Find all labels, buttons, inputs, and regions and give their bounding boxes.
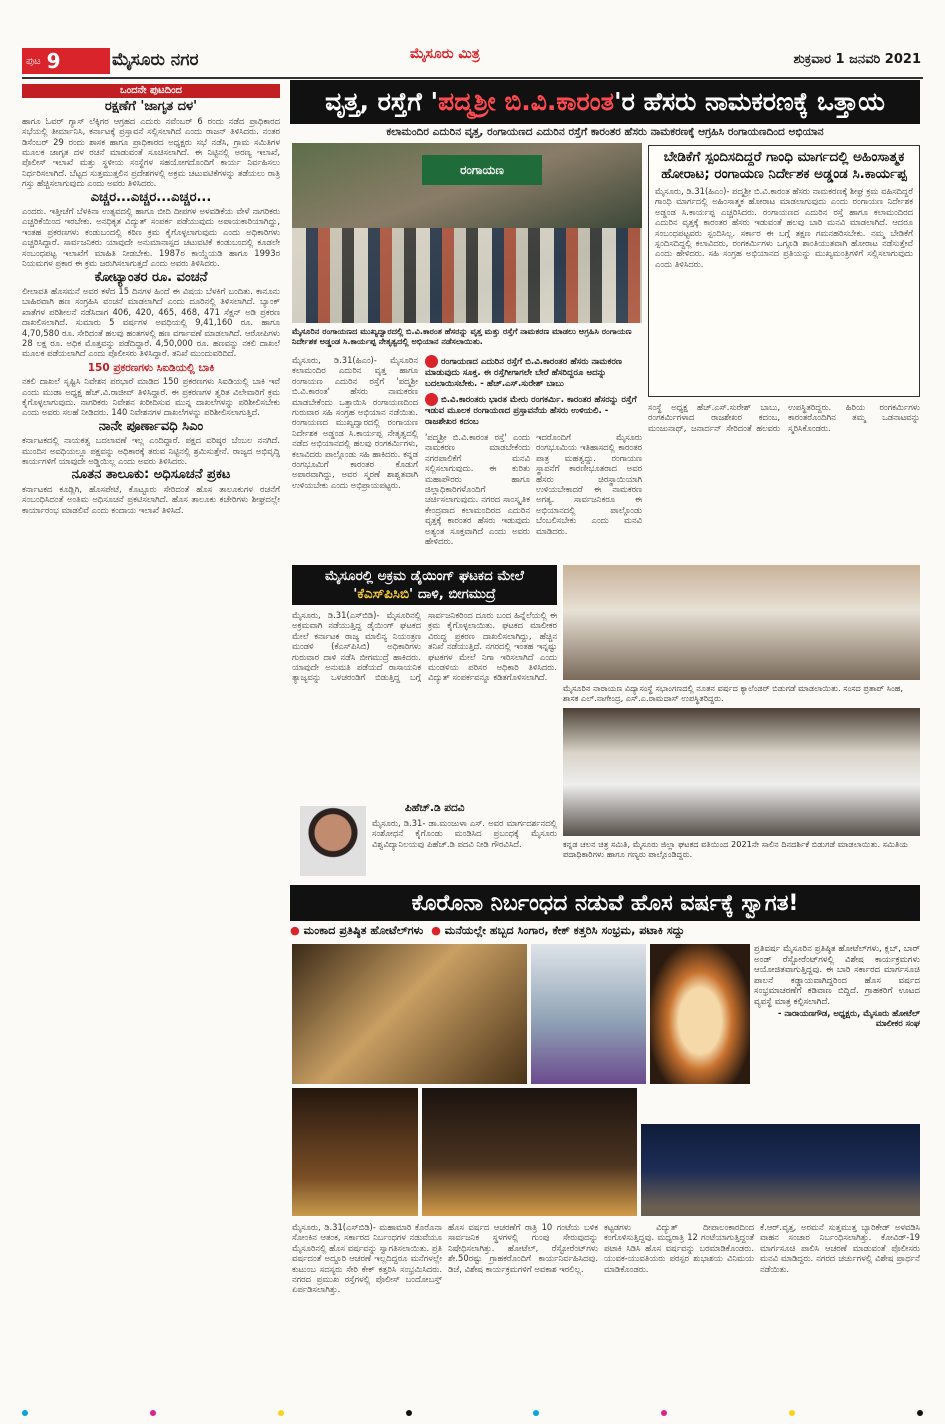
corona-body-column: ಕಟ್ಟಡಗಳು ವಿದ್ಯುತ್ ದೀಪಾಲಂಕಾರದಿಂದ ಕಂಗೊಳಿಸುತ್ತಿದ್ದವು. ಮಧ್ಯರಾತ್ರಿ 12 ಗಂಟೆಯಾಗುತ್ತಿದ್ದಂತೆ ಪಟಾಕಿ ಸಿಡಿಸಿ ಹೊಸ ವರ್ಷವನ್ನು ಬರಮಾಡಿಕೊಂಡರು. ಯುವಕ-ಯುವತಿಯರು ಪರಸ್ಪರ ಶುಭಾಶಯ ವಿನಿಮಯ ಮಾಡಿಕೊಂಡರು. xyxy=(604,1222,754,1274)
black-dot-icon xyxy=(406,1410,412,1416)
yellow-dot-icon xyxy=(789,1410,795,1416)
article-heading: ನೂತನ ತಾಲೂಕು: ಅಧಿಸೂಚನೆ ಪ್ರಕಟ xyxy=(71,467,231,483)
print-registration-marks xyxy=(22,1410,923,1416)
lead-headline xyxy=(290,80,920,124)
palace-night-photo xyxy=(641,1124,920,1216)
lead-headline-pre: ವೃತ್ತ, ರಸ್ತೆಗೆ ' xyxy=(325,87,439,116)
lead-body-column: ಮೈಸೂರು, ಡಿ.31(ಹಿಎಂ)- ಮೈಸೂರಿನ ಕಲಾಮಂದಿರ ಎದುರಿನ ವೃತ್ತ ಹಾಗೂ ರಂಗಾಯಣ ಎದುರಿನ ರಸ್ತೆಗೆ 'ಪದ್ಮಶ್ರೀ ಬಿ.ವಿ.ಕಾರಂತ' ಹೆಸರು ನಾಮಕರಣ ಮಾಡಬೇಕೆಂದು ಒತ್ತಾಯಿಸಿ ರಂಗಾಯಣದಿಂದ ಗುರುವಾರ ಸಹಿ ಸಂಗ್ರಹ ಅಭಿಯಾನ ನಡೆಯಿತು. ರಂಗಾಯಣದ ಮುಖ್ಯದ್ವಾರದಲ್ಲಿ ರಂಗಾಯಣ ನಿರ್ದೇಶಕ ಅಡ್ಡಂಡ ಸಿ.ಕಾರ್ಯಪ್ಪ ನೇತೃತ್ವದಲ್ಲಿ ನಡೆದ ಅಭಿಯಾನದಲ್ಲಿ ಹಲವು ರಂಗಕರ್ಮಿಗಳು, ಕಲಾವಿದರು ಪಾಲ್ಗೊಂಡು ಸಹಿ ಹಾಕಿದರು. ಕನ್ನಡ ರಂಗಭೂಮಿಗೆ ಕಾರಂತರ ಕೊಡುಗೆ ಅಪಾರವಾಗಿದ್ದು, ಅವರ ಸ್ಮರಣೆ ಶಾಶ್ವತವಾಗಿ ಉಳಿಯಬೇಕು ಎಂದು ಅಭಿಪ್ರಾಯಪಟ್ಟರು. xyxy=(292,355,418,490)
phd-body: ಮೈಸೂರು, ಡಿ.31- ಡಾ.ಮಂಜುಳಾ ಎಸ್. ಅವರ ಮಾರ್ಗದರ್ಶನದಲ್ಲಿ ಸಂಶೋಧನೆ ಕೈಗೊಂಡು ಮಂಡಿಸಿದ ಪ್ರಬಂಧಕ್ಕೆ ಮೈಸೂರು ವಿಶ್ವವಿದ್ಯಾನಿಲಯವು ಪಿಹೆಚ್.ಡಿ ಪದವಿ ನೀಡಿ ಗೌರವಿಸಿದೆ. xyxy=(372,818,557,849)
sidebar-box xyxy=(648,145,920,397)
hotel-buffet-photo xyxy=(292,944,527,1084)
food-platter-photo xyxy=(650,944,750,1084)
lead-headline-highlight: ಪದ್ಮಶ್ರೀ ಬಿ.ವಿ.ಕಾರಂತ xyxy=(438,87,614,116)
dairy-headline-post: ' ದಾಳಿ, ಬೀಗಮುದ್ರೆ xyxy=(409,586,496,602)
page-number-badge xyxy=(22,48,110,74)
lead-deck: ಕಲಾಮಂದಿರ ಎದುರಿನ ವೃತ್ತ, ರಂಗಾಯಣದ ಎದುರಿನ ರಸ್ತೆಗೆ ಕಾರಂತರ ಹೆಸರು ನಾಮಕರಣಕ್ಕೆ ಆಗ್ರಹಿಸಿ ರಂಗಾಯಣದಿಂದ ಅಭಿಯಾನ xyxy=(386,126,824,138)
dessert-display-photo xyxy=(531,944,646,1084)
quote-dot-icon xyxy=(425,393,438,406)
section-name: ಮೈಸೂರು ನಗರ xyxy=(112,50,199,70)
dairy-headline-highlight: ಕೆಎಸ್‌ಪಿಸಿಬಿ xyxy=(357,586,410,602)
page-label: ಪುಟ xyxy=(26,55,41,67)
calendar-release-photo xyxy=(563,708,920,836)
calendar-release-photo xyxy=(563,565,920,680)
magenta-dot-icon xyxy=(661,1410,667,1416)
phd-title: ಪಿಹೆಚ್.ಡಿ ಪದವಿ xyxy=(405,802,465,814)
lead-photo xyxy=(292,143,642,323)
masthead: ಮೈಸೂರು ಮಿತ್ರ xyxy=(410,46,480,62)
corona-body-column: ಹೊಸ ವರ್ಷದ ಆಚರಣೆಗೆ ರಾತ್ರಿ 10 ಗಂಟೆಯ ಬಳಿಕ ಸಾರ್ವಜನಿಕ ಸ್ಥಳಗಳಲ್ಲಿ ಗುಂಪು ಸೇರುವುದನ್ನು ನಿಷೇಧಿಸಲಾಗಿತ್ತು. ಹೋಟೆಲ್, ರೆಸ್ಟೋರೆಂಟ್‌ಗಳು ಶೇ.50ರಷ್ಟು ಗ್ರಾಹಕರೊಂದಿಗೆ ಕಾರ್ಯನಿರ್ವಹಿಸಿದವು. ಡಿಜೆ, ವಿಶೇಷ ಕಾರ್ಯಕ್ರಮಗಳಿಗೆ ಅವಕಾಶ ಇರಲಿಲ್ಲ. xyxy=(448,1222,598,1274)
calendar-photo-caption: ಕನ್ನಡ ಚಲನ ಚಿತ್ರ ಸಮಿತಿ, ಮೈಸೂರು ಜಿಲ್ಲಾ ಘಟಕದ ವತಿಯಿಂದ 2021ನೇ ಸಾಲಿನ ದಿನದರ್ಶಿಕೆ ಬಿಡುಗಡೆ ಮಾಡಲಾಯಿತು. ಸಮಿತಿಯ ಪದಾಧಿಕಾರಿಗಳು ಹಾಗೂ ಗಣ್ಯರು ಪಾಲ್ಗೊಂಡಿದ್ದರು. xyxy=(563,839,909,859)
bullet-icon: ● xyxy=(290,924,300,937)
article-body: ಲೀಲಾವತಿ ಹೊಸಮನೆ ಅವರ ಕಳೆದ 15 ದಿನಗಳ ಹಿಂದೆ ಈ ವಿಷಯ ಬೆಳಕಿಗೆ ಬಂದಿತು. ಕಾನೂನು ಬಾಹಿರವಾಗಿ ಹಣ ಸಂಗ್ರಹಿಸಿ ವಂಚನೆ ಮಾಡಲಾಗಿದೆ ಎಂದು ದೂರಿನಲ್ಲಿ ತಿಳಿಸಲಾಗಿದೆ. ಬ್ಯಾಂಕ್ ಖಾತೆಗಳ ಪರಿಶೀಲನೆ ನಡೆಸಿದಾಗ 406, 420, 465, 468, 471 ಸೆಕ್ಷನ್ ಅಡಿ ಪ್ರಕರಣ ದಾಖಲಿಸಲಾಗಿದೆ. ಸುಮಾರು 5 ವರ್ಷಗಳ ಅವಧಿಯಲ್ಲಿ 9,41,160 ರೂ. ಹಾಗೂ 4,70,580 ರೂ. ಸೇರಿದಂತೆ ಹಲವು ಹಂತಗಳಲ್ಲಿ ಹಣ ವರ್ಗಾವಣೆ ಮಾಡಲಾಗಿದೆ. ಆರೋಪಿಗಳು 28 ಲಕ್ಷ ರೂ. ಅಧಿಕ ಮೊತ್ತವನ್ನು ಪಡೆದಿದ್ದಾರೆ. 4,50,000 ರೂ. ಹಣವನ್ನು ನಕಲಿ ದಾಖಲೆ ಮೂಲಕ ಪಡೆಯಲಾಗಿದೆ ಎಂದು ಪೊಲೀಸರು ತಿಳಿಸಿದ್ದಾರೆ. ತನಿಖೆ ಮುಂದುವರಿದಿದೆ. xyxy=(22,285,280,359)
yellow-dot-icon xyxy=(278,1410,284,1416)
article-body: ಎಂದರು. ಇತ್ತೀಚೆಗೆ ಬೆಳಕಿನಾ ಉತ್ಸವದಲ್ಲಿ ಹಾಗೂ ಬೀದಿ ದೀಪಗಳ ಅಳವಡಿಕೆಯ ವೇಳೆ ನಾಗರಿಕರು ಎಚ್ಚರಿಕೆಯಿಂದ ಇರಬೇಕು. ಅನಧಿಕೃತ ವಿದ್ಯುತ್ ಸಂಪರ್ಕ ಪಡೆಯುವುದು ಅಪಾಯಕಾರಿಯಾಗಿದ್ದು, ಇಂತಹ ಪ್ರಕರಣಗಳು ಕಂಡುಬಂದಲ್ಲಿ ಕಠಿಣ ಕ್ರಮ ಕೈಗೊಳ್ಳಲಾಗುವುದು ಎಂದು ಅಧಿಕಾರಿಗಳು ಎಚ್ಚರಿಸಿದ್ದಾರೆ. ಸಾರ್ವಜನಿಕರು ಯಾವುದೇ ಅನುಮಾನಾಸ್ಪದ ಚಟುವಟಿಕೆ ಕಂಡುಬಂದಲ್ಲಿ ಕೂಡಲೇ ಸಂಬಂಧಪಟ್ಟ ಇಲಾಖೆಗೆ ಮಾಹಿತಿ ನೀಡಬೇಕು. 1987ರ ಕಾಯ್ದೆಯಡಿ ಹಾಗೂ 1993ರ ನಿಯಮಗಳ ಪ್ರಕಾರ ಈ ಕ್ರಮ ಜರುಗಿಸಲಾಗುತ್ತದೆ ಎಂದು ಅವರು ತಿಳಿಸಿದರು. xyxy=(22,206,280,269)
dairy-headline xyxy=(292,565,557,605)
sidebar-body: ಮೈಸೂರು, ಡಿ.31(ಹಿಎಂ)- ಪದ್ಮಶ್ರೀ ಬಿ.ವಿ.ಕಾರಂತ ಹೆಸರು ನಾಮಕರಣಕ್ಕೆ ಶೀಘ್ರ ಕ್ರಮ ವಹಿಸದಿದ್ದರೆ ಗಾಂಧಿ ಮಾರ್ಗದಲ್ಲಿ ಅಹಿಂಸಾತ್ಮಕ ಹೋರಾಟ ಮಾಡಲಾಗುವುದು ಎಂದು ರಂಗಾಯಣ ನಿರ್ದೇಶಕ ಅಡ್ಡಂಡ ಸಿ.ಕಾರ್ಯಪ್ಪ ಎಚ್ಚರಿಸಿದರು. ರಂಗಾಯಣದ ಎದುರಿನ ರಸ್ತೆ ಹಾಗೂ ಕಲಾಮಂದಿರದ ಎದುರಿನ ವೃತ್ತಕ್ಕೆ ಕಾರಂತರ ಹೆಸರು ಇಡುವಂತೆ ಹಲವು ಬಾರಿ ಮನವಿ ಮಾಡಲಾಗಿದೆ. ಆದರೂ ಸಂಬಂಧಪಟ್ಟವರು ಸ್ಪಂದಿಸಿಲ್ಲ. ಸರ್ಕಾರ ಈ ಬಗ್ಗೆ ತಕ್ಷಣ ಗಮನಹರಿಸಬೇಕು. ನಮ್ಮ ಬೇಡಿಕೆಗೆ ಸ್ಪಂದಿಸದಿದ್ದಲ್ಲಿ ಕಲಾವಿದರು, ರಂಗಕರ್ಮಿಗಳು ಒಗ್ಗೂಡಿ ಶಾಂತಿಯುತವಾಗಿ ಹೋರಾಟ ನಡೆಸುತ್ತೇವೆ ಎಂದು ಹೇಳಿದರು. ಸಹಿ ಸಂಗ್ರಹ ಅಭಿಯಾನದ ಪ್ರತಿಯನ್ನು ಮುಖ್ಯಮಂತ್ರಿಗಳಿಗೆ ಸಲ್ಲಿಸಲಾಗುವುದು ಎಂದು ತಿಳಿಸಿದರು. xyxy=(655,186,913,269)
page-number: 9 xyxy=(46,49,61,73)
police-checkpoint-photo xyxy=(292,1088,418,1216)
article-body: ಹಾಗೂ ಓವರ್ ಗ್ಯಾಸ್ ಲೆಕ್ಕಿಗರ ಆಗ್ರಹದ ಎದುರು ನವೆಂಬರ್ 6 ರಂದು ನಡೆದ ಪ್ರಾಧಿಕಾರದ ಸಭೆಯಲ್ಲಿ ತೀರ್ಮಾನಿಸಿ, ಕರ್ನಾಟಕ್ಕೆ ಪ್ರಸ್ತಾವನೆ ಸಲ್ಲಿಸಲಾಗಿದೆ ಎಂದು ರಾಜನ್ ತಿಳಿಸಿದರು. ನಂತರ ಡಿಸೆಂಬರ್ 29 ರಂದು ಶಾಸಕ ಹಾಗೂ ಪ್ರಾಧಿಕಾರದ ಅಧ್ಯಕ್ಷರು ಸಭೆ ನಡೆಸಿ, ಗ್ರಾಮ ಸಮಿತಿಗಳ ಮೂಲಕ ಜಾಗೃತ ದಳ ರಚನೆ ಮಾಡುವಂತೆ ಸೂಚಿಸಲಾಗಿದೆ. ಈ ನಿಟ್ಟಿನಲ್ಲಿ ಅರಣ್ಯ ಇಲಾಖೆ, ಪೊಲೀಸ್ ಇಲಾಖೆ ಮತ್ತು ಸ್ಥಳೀಯ ಸಂಸ್ಥೆಗಳ ಸಹಯೋಗದೊಂದಿಗೆ ಕಾರ್ಯ ನಿರ್ವಹಿಸಲು ನಿರ್ಧರಿಸಲಾಗಿದೆ. ಬೆಟ್ಟದ ಸುತ್ತಮುತ್ತಲಿನ ಪ್ರದೇಶಗಳಲ್ಲಿ ಅಕ್ರಮ ಚಟುವಟಿಕೆಗಳನ್ನು ತಡೆಯಲು ರಾತ್ರಿ ಗಸ್ತು ಹೆಚ್ಚಿಸಲಾಗುವುದು ಎಂದು ಅವರು ತಿಳಿಸಿದರು. xyxy=(22,115,280,189)
article-heading: ಕೋಟ್ಯಾಂತರ ರೂ. ವಂಚನೆ xyxy=(94,269,208,285)
lead-body-column: ಇದರೊಂದಿಗೆ ಮೈಸೂರು ರಂಗಭೂಮಿಯ ಇತಿಹಾಸದಲ್ಲಿ ಕಾರಂತರ ಪಾತ್ರ ಮಹತ್ವದ್ದು. ರಂಗಾಯಣ ಸ್ಥಾಪನೆಗೆ ಕಾರಣೀಭೂತರಾದ ಅವರ ಹೆಸರು ಚಿರಸ್ಥಾಯಿಯಾಗಿ ಉಳಿಯಬೇಕಾದರೆ ಈ ನಾಮಕರಣ ಅಗತ್ಯ. ಸಾರ್ವಜನಿಕರೂ ಈ ಅಭಿಯಾನದಲ್ಲಿ ಪಾಲ್ಗೊಂಡು ಬೆಂಬಲಿಸಬೇಕು ಎಂದು ಮನವಿ ಮಾಡಿದರು. xyxy=(536,432,642,536)
corona-sub-1: ಮಂಕಾದ ಪ್ರತಿಷ್ಠಿತ ಹೋಟೆಲ್‌ಗಳು xyxy=(303,924,424,937)
article-body: ಕರ್ನಾಟಕದಲ್ಲಿ ನಾಯಕತ್ವ ಬದಲಾವಣೆ ಇಲ್ಲ ಎಂದಿದ್ದಾರೆ. ಪಕ್ಷದ ವರಿಷ್ಠರ ಬೆಂಬಲ ನನಗಿದೆ. ಮುಂದಿನ ಅವಧಿಯಲ್ಲೂ ಪಕ್ಷವನ್ನು ಅಧಿಕಾರಕ್ಕೆ ತರುವ ನಿಟ್ಟಿನಲ್ಲಿ ಶ್ರಮಿಸುತ್ತೇನೆ. ರಾಜ್ಯದ ಅಭಿವೃದ್ಧಿ ಕಾರ್ಯಗಳಿಗೆ ಯಾವುದೇ ಅಡ್ಡಿಯಿಲ್ಲ ಎಂದು ಅವರು ತಿಳಿಸಿದರು. xyxy=(22,435,280,466)
continued-kicker: ಒಂದನೇ ಪುಟದಿಂದ xyxy=(22,84,280,98)
quote-text: ರಂಗಾಯಣದ ಎದುರಿನ ರಸ್ತೆಗೆ ಬಿ.ವಿ.ಕಾರಂತರ ಹೆಸರು ನಾಮಕರಣ ಮಾಡುವುದು ಸೂಕ್ತ. ಈ ರಸ್ತೆಗೀಗಾಗಲೇ ಬೇರೆ ಹೆಸರಿದ್ದರೂ ಅದನ್ನು ಬದಲಾಯಿಸಬೇಕು. - ಹೆಚ್.ಎಸ್.ಸುರೇಶ್ ಬಾಬು xyxy=(425,357,622,389)
article-heading: ನಾನೇ ಪೂರ್ಣಾವಧಿ ಸಿಎಂ xyxy=(98,418,204,434)
dairy-body: ಮೈಸೂರು, ಡಿ.31(ಎಸ್‌ಬಿಡಿ)- ಮೈಸೂರಿನಲ್ಲಿ ಅಕ್ರಮವಾಗಿ ನಡೆಯುತ್ತಿದ್ದ ಡೈಯಿಂಗ್ ಘಟಕದ ಮೇಲೆ ಕರ್ನಾಟಕ ರಾಜ್ಯ ಮಾಲಿನ್ಯ ನಿಯಂತ್ರಣ ಮಂಡಳಿ (ಕೆಎಸ್‌ಪಿಸಿಬಿ) ಅಧಿಕಾರಿಗಳು ಗುರುವಾರ ದಾಳಿ ನಡೆಸಿ ಬೀಗಮುದ್ರೆ ಹಾಕಿದರು. ಯಾವುದೇ ಅನುಮತಿ ಪಡೆಯದೆ ರಾಸಾಯನಿಕ ತ್ಯಾಜ್ಯವನ್ನು ಒಳಚರಂಡಿಗೆ ಬಿಡುತ್ತಿದ್ದ ಬಗ್ಗೆ ಸಾರ್ವಜನಿಕರಿಂದ ದೂರು ಬಂದ ಹಿನ್ನೆಲೆಯಲ್ಲಿ ಈ ಕ್ರಮ ಕೈಗೊಳ್ಳಲಾಯಿತು. ಘಟಕದ ಮಾಲೀಕರ ವಿರುದ್ಧ ಪ್ರಕರಣ ದಾಖಲಿಸಲಾಗಿದ್ದು, ಹೆಚ್ಚಿನ ತನಿಖೆ ನಡೆಯುತ್ತಿದೆ. ನಗರದಲ್ಲಿ ಇಂತಹ ಇನ್ನಷ್ಟು ಘಟಕಗಳ ಮೇಲೆ ನಿಗಾ ಇರಿಸಲಾಗಿದೆ ಎಂದು ಮಂಡಳಿಯ ಪರಿಸರ ಅಧಿಕಾರಿ ತಿಳಿಸಿದರು. ವಿದ್ಯುತ್ ಸಂಪರ್ಕವನ್ನೂ ಕಡಿತಗೊಳಿಸಲಾಗಿದೆ. xyxy=(292,610,557,683)
corona-body-column: ಕೆ.ಆರ್.ವೃತ್ತ, ಅರಮನೆ ಸುತ್ತಮುತ್ತ ಬ್ಯಾರಿಕೇಡ್ ಅಳವಡಿಸಿ ವಾಹನ ಸಂಚಾರ ನಿರ್ಬಂಧಿಸಲಾಗಿತ್ತು. ಕೋವಿಡ್-19 ಮಾರ್ಗಸೂಚಿ ಪಾಲಿಸಿ ಆಚರಣೆ ಮಾಡುವಂತೆ ಪೊಲೀಸರು ಮನವಿ ಮಾಡಿದ್ದರು. ನಗರದ ಚರ್ಚುಗಳಲ್ಲಿ ವಿಶೇಷ ಪ್ರಾರ್ಥನೆ ನಡೆಯಿತು. xyxy=(760,1222,920,1274)
corona-headline: ಕೊರೊನಾ ನಿರ್ಬಂಧದ ನಡುವೆ ಹೊಸ ವರ್ಷಕ್ಕೆ ಸ್ವಾಗತ! xyxy=(290,885,920,921)
lead-body-column: ಸಂಸ್ಥೆ ಅಧ್ಯಕ್ಷ ಹೆಚ್.ಎಸ್.ಸುರೇಶ್ ಬಾಬು, ರಂಗಕರ್ಮಿಗಳಾದ ರಾಜಶೇಖರ ಕದಂಬ, ಮಂಜುನಾಥ್, ಜನಾರ್ದನ್ ಸೇರಿದಂತೆ ಹಲವರು ಉಪಸ್ಥಿತರಿದ್ದರು. ಹಿರಿಯ ರಂಗಕರ್ಮಿಗಳು ಕಾರಂತರೊಂದಿಗಿನ ತಮ್ಮ ಒಡನಾಟವನ್ನು ಸ್ಮರಿಸಿಕೊಂಡರು. xyxy=(648,402,920,433)
article-body: ಕರ್ನಾಟಕದ ಕೂಡ್ಲಿಗಿ, ಹೊಸಪೇಟೆ, ಕೊಟ್ಟೂರು ಸೇರಿದಂತೆ ಹೊಸ ತಾಲೂಕುಗಳ ರಚನೆಗೆ ಸಂಬಂಧಿಸಿದಂತೆ ಅಂತಿಮ ಅಧಿಸೂಚನೆ ಪ್ರಕಟಿಸಲಾಗಿದೆ. ಹೊಸ ತಾಲೂಕು ಕಚೇರಿಗಳು ಶೀಘ್ರದಲ್ಲೇ ಕಾರ್ಯಾರಂಭ ಮಾಡಲಿವೆ ಎಂದು ಕಂದಾಯ ಇಲಾಖೆ ತಿಳಿಸಿದೆ. xyxy=(22,483,280,515)
pull-quote-source: - ನಾರಾಯಣಗೌಡ, ಅಧ್ಯಕ್ಷರು, ಮೈಸೂರು ಹೋಟೆಲ್ ಮಾಲೀಕರ ಸಂಘ xyxy=(777,1007,920,1029)
phd-portrait xyxy=(300,806,366,876)
dairy-headline-pre: ಮೈಸೂರಲ್ಲಿ ಅಕ್ರಮ ಡೈಯಿಂಗ್ ಘಟಕದ ಮೇಲೆ ' xyxy=(325,568,524,602)
lead-body-column: 'ಪದ್ಮಶ್ರೀ ಬಿ.ವಿ.ಕಾರಂತ ರಸ್ತೆ' ಎಂದು ನಾಮಕರಣ ಮಾಡಬೇಕೆಂದು ನಗರಪಾಲಿಕೆಗೆ ಮನವಿ ಸಲ್ಲಿಸಲಾಗುವುದು. ಈ ಕುರಿತು ಮಹಾಪೌರರು ಹಾಗೂ ಜಿಲ್ಲಾಧಿಕಾರಿಗಳೊಂದಿಗೆ ಚರ್ಚಿಸಲಾಗುವುದು. ನಗರದ ಸಾಂಸ್ಕೃತಿಕ ಕೇಂದ್ರವಾದ ಕಲಾಮಂದಿರದ ಎದುರಿನ ವೃತ್ತಕ್ಕೆ ಕಾರಂತರ ಹೆಸರು ಇಡುವುದು ಅತ್ಯಂತ ಸೂಕ್ತವಾಗಿದೆ ಎಂದು ಅವರು ಹೇಳಿದರು. xyxy=(425,432,530,547)
calendar-photo-caption: ಮೈಸೂರಿನ ನಾರಾಯಣ ವಿದ್ಯಾಸಂಸ್ಥೆ ಸಭಾಂಗಣದಲ್ಲಿ ನೂತನ ವರ್ಷದ ಕ್ಯಾಲೆಂಡರ್ ಬಿಡುಗಡೆ ಮಾಡಲಾಯಿತು. ಸಂಸದ ಪ್ರತಾಪ್ ಸಿಂಹ, ಶಾಸಕ ಎಲ್.ನಾಗೇಂದ್ರ, ಎಸ್.ಎ.ರಾಮದಾಸ್ ಉಪಸ್ಥಿತರಿದ್ದರು. xyxy=(563,683,904,703)
quote-box xyxy=(425,393,642,429)
quote-dot-icon xyxy=(425,355,438,368)
cyan-dot-icon xyxy=(22,1410,28,1416)
magenta-dot-icon xyxy=(150,1410,156,1416)
black-dot-icon xyxy=(917,1410,923,1416)
cyan-dot-icon xyxy=(533,1410,539,1416)
pull-quote xyxy=(754,944,920,1119)
sidebar-title: ಬೇಡಿಕೆಗೆ ಸ್ಪಂದಿಸದಿದ್ದರೆ ಗಾಂಧಿ ಮಾರ್ಗದಲ್ಲಿ ಅಹಿಂಸಾತ್ಮಕ ಹೋರಾಟ; ರಂಗಾಯಣ ನಿರ್ದೇಶಕ ಅಡ್ಡಂಡ ಸಿ.ಕಾರ್ಯಪ್ಪ xyxy=(661,149,907,182)
corona-body-column: ಮೈಸೂರು, ಡಿ.31(ಎಸ್‌ಬಿಡಿ)- ಮಹಾಮಾರಿ ಕೊರೊನಾ ಸೋಂಕಿನ ಆತಂಕ, ಸರ್ಕಾರದ ನಿರ್ಬಂಧಗಳ ನಡುವೆಯೂ ಮೈಸೂರಿನಲ್ಲಿ ಹೊಸ ವರ್ಷವನ್ನು ಸ್ವಾಗತಿಸಲಾಯಿತು. ಪ್ರತಿ ವರ್ಷದಂತೆ ಅದ್ದೂರಿ ಆಚರಣೆ ಇಲ್ಲದಿದ್ದರೂ ಮನೆಗಳಲ್ಲೇ ಕುಟುಂಬ ಸದಸ್ಯರು ಸೇರಿ ಕೇಕ್ ಕತ್ತರಿಸಿ ಸಂಭ್ರಮಿಸಿದರು. ನಗರದ ಪ್ರಮುಖ ರಸ್ತೆಗಳಲ್ಲಿ ಪೊಲೀಸ್ ಬಂದೋಬಸ್ತ್ ಏರ್ಪಡಿಸಲಾಗಿತ್ತು. xyxy=(292,1222,442,1295)
article-heading: ಎಚ್ಚರ...ಎಚ್ಚರ...ಎಚ್ಚರ... xyxy=(90,189,212,205)
corona-subheadline xyxy=(290,924,920,942)
quote-box xyxy=(425,355,642,391)
article-body: ನಕಲಿ ದಾಖಲೆ ಸೃಷ್ಟಿಸಿ ನಿವೇಶನ ಪರಭಾರೆ ಮಾಡಿದ 150 ಪ್ರಕರಣಗಳು ಸಿಐಡಿಯಲ್ಲಿ ಬಾಕಿ ಇವೆ ಎಂದು ಮುಡಾ ಅಧ್ಯಕ್ಷ ಹೆಚ್.ವಿ.ರಾಜೀವ್ ತಿಳಿಸಿದ್ದಾರೆ. ಈ ಪ್ರಕರಣಗಳ ತ್ವರಿತ ವಿಲೇವಾರಿಗೆ ಕ್ರಮ ಕೈಗೊಳ್ಳಲಾಗುವುದು. ನಾಗರಿಕರು ನಿವೇಶನ ಖರೀದಿಸುವ ಮುನ್ನ ದಾಖಲೆಗಳನ್ನು ಪರಿಶೀಲಿಸಬೇಕು ಎಂದು ಅವರು ಸಲಹೆ ನೀಡಿದರು. 140 ನಿವೇಶನಗಳ ದಾಖಲೆಗಳನ್ನು ಪರಿಶೀಲಿಸಲಾಗುತ್ತಿದೆ. xyxy=(22,376,280,418)
pull-quote-text: ಪ್ರತಿವರ್ಷ ಮೈಸೂರಿನ ಪ್ರತಿಷ್ಠಿತ ಹೋಟೆಲ್‌ಗಳು, ಕ್ಲಬ್, ಬಾರ್ ಅಂಡ್ ರೆಸ್ಟೋರೆಂಟ್‌ಗಳಲ್ಲಿ ವಿಶೇಷ ಕಾರ್ಯಕ್ರಮಗಳು ಆಯೋಜಿತವಾಗುತ್ತಿದ್ದವು. ಈ ಬಾರಿ ಸರ್ಕಾರದ ಮಾರ್ಗಸೂಚಿ ಪಾಲನೆ ಕಡ್ಡಾಯವಾಗಿದ್ದರಿಂದ ಹೊಸ ವರ್ಷದ ಸಂಭ್ರಮಾಚರಣೆಗೆ ಕಡಿವಾಣ ಬಿದ್ದಿದೆ. ಗ್ರಾಹಕರಿಗೆ ಊಟದ ವ್ಯವಸ್ಥೆ ಮಾತ್ರ ಕಲ್ಪಿಸಲಾಗಿದೆ. xyxy=(754,944,920,1007)
rangayana-sign: ರಂಗಾಯಣ xyxy=(422,155,542,185)
quote-text: ಬಿ.ವಿ.ಕಾರಂತರು ಭಾರತ ಮೇರು ರಂಗಕರ್ಮಿ. ಕಾರಂತರ ಹೆಸರನ್ನು ರಸ್ತೆಗೆ ಇಡುವ ಮೂಲಕ ರಂಗಾಯಣದ ಪ್ರಸ್ತಾವನೆಯ ಹೆಸರು ಉಳಿಯಲಿ. - ರಾಜಶೇಖರ ಕದಂಬ xyxy=(425,395,637,427)
corona-sub-2: ಮನೆಯಲ್ಲೇ ಹಬ್ಬದ ಸಿಂಗಾರ, ಕೇಕ್ ಕತ್ತರಿಸಿ ಸಂಭ್ರಮ, ಪಟಾಕಿ ಸದ್ದು xyxy=(444,924,685,937)
empty-street-photo xyxy=(422,1088,637,1216)
lead-photo-caption: ಮೈಸೂರಿನ ರಂಗಾಯಣದ ಮುಖ್ಯದ್ವಾರದಲ್ಲಿ ಬಿ.ವಿ.ಕಾರಂತ ಹೆಸರನ್ನು ವೃತ್ತ ಮತ್ತು ರಸ್ತೆಗೆ ನಾಮಕರಣ ಮಾಡಲು ಆಗ್ರಹಿಸಿ ರಂಗಾಯಣ ನಿರ್ದೇಶಕ ಅಡ್ಡಂಡ ಸಿ.ಕಾರ್ಯಪ್ಪ ನೇತೃತ್ವದಲ್ಲಿ ಅಭಿಯಾನ ನಡೆಸಲಾಯಿತು. xyxy=(292,326,632,346)
article-subheading: 150 ಪ್ರಕರಣಗಳು ಸಿಐಡಿಯಲ್ಲಿ ಬಾಕಿ xyxy=(87,361,215,374)
lead-headline-post: 'ರ ಹೆಸರು ನಾಮಕರಣಕ್ಕೆ ಒತ್ತಾಯ xyxy=(614,87,885,116)
issue-date: ಶುಕ್ರವಾರ 1 ಜನವರಿ 2021 xyxy=(793,52,921,67)
left-column xyxy=(22,84,280,1400)
header-rule xyxy=(22,77,923,79)
bullet-icon: ● xyxy=(431,924,441,937)
crowd-graphic xyxy=(292,228,642,323)
article-heading: ರಕ್ಷಣೆಗೆ 'ಜಾಗೃತ ದಳ' xyxy=(104,99,198,115)
